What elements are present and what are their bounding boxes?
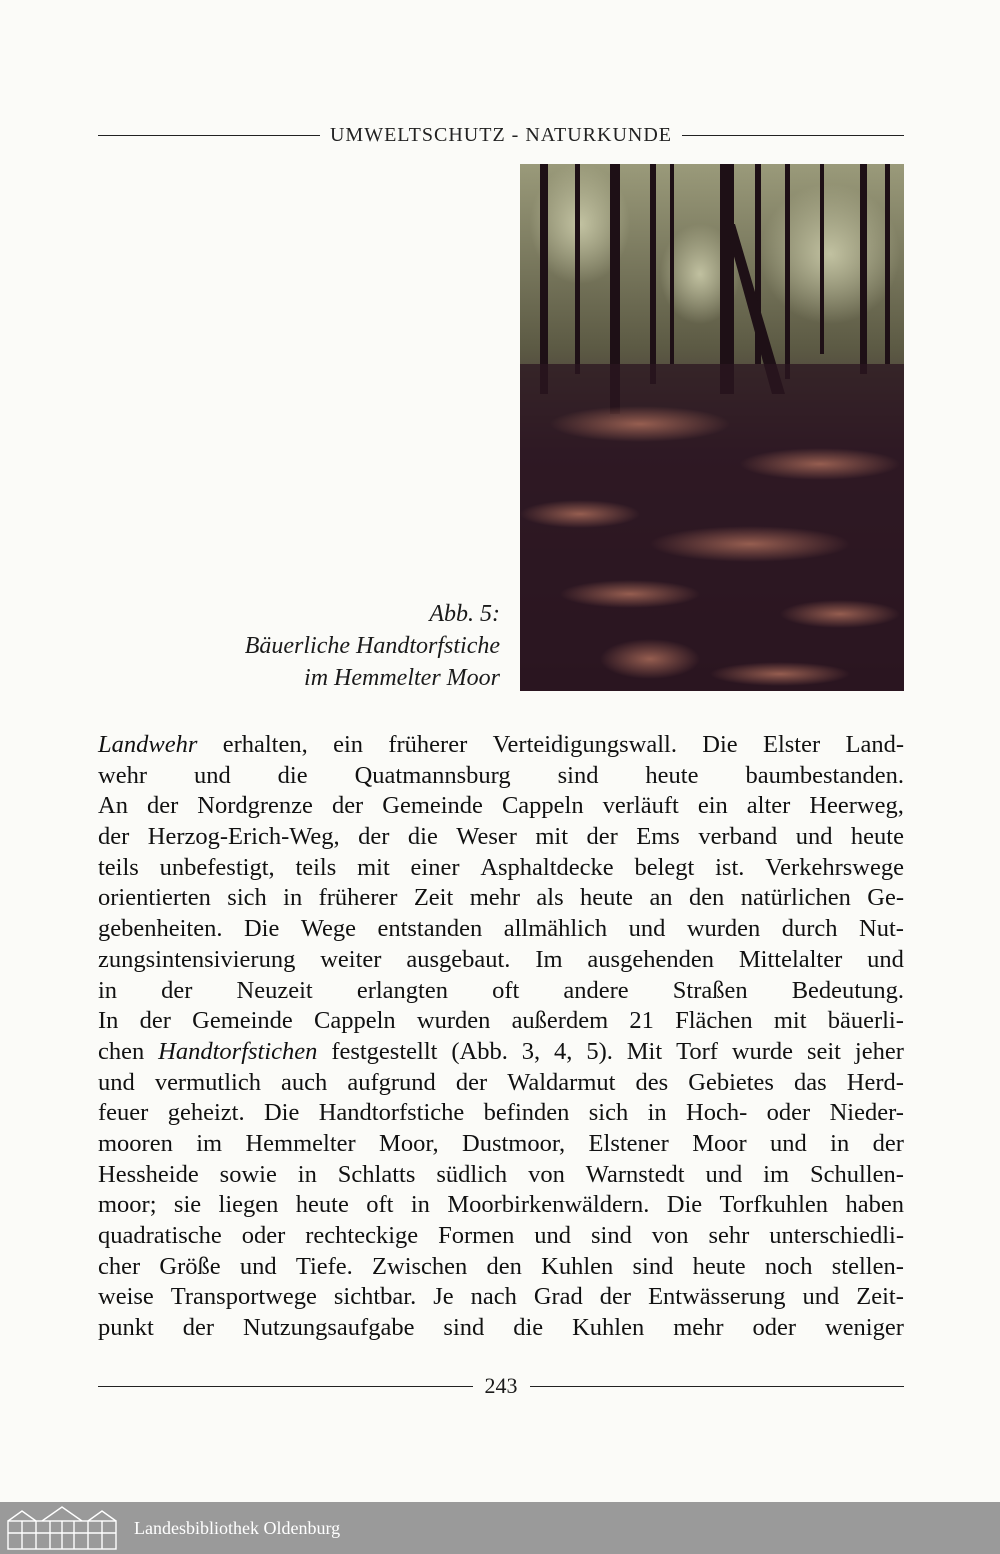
word: der: [586, 823, 618, 851]
word: Gemeinde: [192, 1007, 293, 1035]
word: Größe: [159, 1252, 221, 1280]
text-line: [98, 1221, 904, 1252]
word: und: [867, 945, 904, 973]
word: mehr: [673, 1314, 724, 1342]
text-line: [98, 1190, 904, 1221]
word: mit: [357, 853, 390, 881]
text-line: [98, 883, 904, 914]
word: heute: [645, 761, 699, 789]
word: Warnstedt: [585, 1160, 685, 1188]
text-line: [98, 914, 904, 945]
text-line: [98, 1282, 904, 1313]
word: quadratische: [98, 1222, 222, 1249]
word: Entwässerung: [648, 1283, 786, 1311]
word: teils: [98, 853, 139, 881]
word: Je: [433, 1283, 454, 1311]
word: Wege: [300, 915, 356, 943]
word: der: [331, 792, 364, 820]
word: 5).: [586, 1037, 613, 1065]
word: punkt: [98, 1314, 154, 1342]
word: Torfkuhlen: [719, 1191, 829, 1219]
word: sind: [591, 1222, 632, 1249]
word: Die: [243, 915, 280, 943]
word: wehr: [98, 761, 147, 789]
word: feuer: [98, 1099, 149, 1127]
word: Asphaltdecke: [480, 853, 614, 881]
body-text: [98, 730, 904, 1344]
word: Cappeln: [501, 792, 584, 820]
word: geheizt.: [167, 1099, 245, 1127]
word: andere: [563, 976, 629, 1004]
running-header: [98, 120, 904, 150]
word: Zeit-: [856, 1283, 904, 1311]
word: ausgebaut.: [406, 945, 511, 973]
word: der: [139, 1007, 171, 1035]
word: in: [283, 884, 303, 912]
word: Handtorfstichen: [158, 1037, 318, 1065]
word: weise: [98, 1283, 154, 1311]
word: mehr: [469, 884, 521, 912]
word: und: [239, 1252, 277, 1280]
word: der: [98, 823, 130, 851]
figure-caption: [180, 598, 500, 694]
word: der: [599, 1283, 632, 1311]
word: stellen-: [831, 1252, 904, 1280]
word: sind: [443, 1314, 485, 1342]
word: entstanden: [377, 915, 483, 943]
word: Waldarmut: [507, 1068, 616, 1096]
text-line: [98, 1037, 904, 1068]
word: Handtorfstiche: [318, 1099, 465, 1127]
header-rule-right: [682, 135, 904, 136]
word: Nutzungsaufgabe: [243, 1314, 415, 1342]
word: das: [794, 1068, 827, 1096]
word: Verkehrswege: [765, 853, 904, 881]
word: Mittelalter: [738, 945, 843, 973]
footer-rule-right: [530, 1386, 905, 1387]
word: wurde: [731, 1037, 794, 1065]
word: durch: [781, 915, 838, 943]
word: außerdem: [511, 1007, 609, 1035]
word: sowie: [219, 1160, 277, 1188]
word: moor;: [98, 1191, 157, 1219]
word: Hoch-: [686, 1099, 748, 1127]
word: südlich: [436, 1160, 508, 1188]
word: sich: [588, 1099, 629, 1127]
caption-title-line1: Bäuerliche Handtorfstiche: [244, 633, 500, 659]
word: der: [146, 792, 179, 820]
word: und: [534, 1222, 572, 1249]
word: 3,: [521, 1037, 541, 1065]
word: ein: [697, 792, 728, 820]
word: oder: [766, 1099, 811, 1127]
word: Hemmelter: [245, 1129, 356, 1157]
word: Torf: [676, 1037, 718, 1065]
word: natürlichen: [740, 884, 851, 912]
word: und: [795, 823, 833, 851]
word: in: [830, 1129, 850, 1157]
word: Moor: [692, 1129, 747, 1157]
word: nach: [470, 1283, 517, 1311]
word: sich: [227, 884, 267, 912]
word: erhalten,: [222, 731, 308, 758]
word: die: [277, 761, 308, 789]
word: Verteidigungswall.: [492, 731, 677, 758]
word: Quatmannsburg: [354, 761, 511, 789]
word: unbefestigt,: [159, 853, 275, 881]
word: als: [536, 884, 564, 912]
word: unterschiedli-: [769, 1222, 904, 1249]
word: Die: [666, 1191, 703, 1219]
text-line: [98, 730, 904, 761]
word: Elster: [763, 731, 821, 758]
word: die: [407, 823, 438, 851]
word: und: [193, 761, 231, 789]
library-name: Landesbibliothek Oldenburg: [134, 1517, 341, 1538]
word: die: [513, 1314, 544, 1342]
text-line: [98, 976, 904, 1007]
word: und: [770, 1129, 807, 1157]
word: seit: [806, 1037, 841, 1065]
word: cher: [98, 1252, 141, 1280]
page-number: 243: [484, 1373, 518, 1398]
forest-photo-image: [520, 164, 904, 691]
word: Cappeln: [314, 1007, 396, 1035]
word: ausgehenden: [587, 945, 714, 973]
word: Moor,: [379, 1129, 439, 1157]
word: Zwischen: [372, 1252, 468, 1280]
word: heute: [295, 1191, 349, 1219]
text-line: [98, 761, 904, 792]
text-line: [98, 853, 904, 884]
word: vermutlich: [154, 1068, 261, 1096]
word: Nut-: [859, 915, 904, 943]
word: sehr: [708, 1222, 750, 1249]
word: Grad: [533, 1283, 583, 1311]
word: Gebietes: [688, 1068, 774, 1096]
word: der: [455, 1068, 488, 1096]
word: und: [705, 1160, 743, 1188]
word: in: [410, 1191, 430, 1219]
word: zungsintensivierung: [98, 945, 296, 973]
text-line: [98, 1068, 904, 1099]
forest-photo: [520, 164, 904, 691]
word: ist.: [715, 853, 745, 881]
word: früherer: [388, 731, 468, 758]
word: (Abb.: [451, 1037, 508, 1065]
word: weniger: [824, 1314, 904, 1342]
word: Kuhlen: [541, 1252, 614, 1280]
word: Im: [535, 945, 563, 973]
word: gebenheiten.: [98, 915, 223, 943]
word: Die: [702, 731, 738, 758]
word: Neuzeit: [236, 976, 313, 1004]
word: früherer: [318, 884, 398, 912]
word: und: [98, 1068, 135, 1096]
word: teils: [295, 853, 337, 881]
word: orientierten: [98, 884, 211, 912]
word: Landwehr: [98, 731, 198, 758]
word: heute: [850, 823, 904, 851]
word: im: [763, 1160, 790, 1188]
word: baumbestanden.: [745, 761, 904, 789]
word: Land-: [845, 731, 904, 758]
page-footer: [98, 1370, 904, 1402]
word: oft: [492, 976, 520, 1004]
word: Ge-: [867, 884, 904, 912]
word: allmählich: [503, 915, 608, 943]
word: noch: [764, 1252, 813, 1280]
word: rechteckige: [305, 1222, 419, 1249]
word: Kuhlen: [572, 1314, 645, 1342]
word: mit: [773, 1007, 807, 1035]
word: von: [528, 1160, 565, 1188]
header-rule-left: [98, 135, 320, 136]
word: oder: [752, 1314, 797, 1342]
word: jeher: [854, 1037, 904, 1065]
text-line: [98, 1313, 904, 1344]
library-banner: [0, 1502, 1000, 1554]
word: Tiefe.: [295, 1252, 353, 1280]
word: ein: [333, 731, 364, 758]
word: Weser: [456, 823, 517, 851]
word: Schullen-: [809, 1160, 904, 1188]
word: verband: [698, 823, 778, 851]
word: in: [647, 1099, 667, 1127]
word: einer: [410, 853, 460, 881]
word: Hessheide: [98, 1160, 199, 1188]
word: heute: [580, 884, 634, 912]
word: Straßen: [672, 976, 748, 1004]
word: auch: [281, 1068, 328, 1096]
word: und: [802, 1283, 840, 1311]
word: Mit: [626, 1037, 663, 1065]
text-line: [98, 1160, 904, 1191]
word: und: [628, 915, 666, 943]
word: Ems: [636, 823, 680, 851]
word: der: [872, 1129, 904, 1157]
word: den: [486, 1252, 522, 1280]
word: an: [649, 884, 673, 912]
word: den: [688, 884, 725, 912]
caption-label: Abb. 5:: [429, 601, 500, 627]
word: haben: [845, 1191, 904, 1219]
text-line: [98, 945, 904, 976]
library-building-icon: [2, 1503, 122, 1553]
word: alter: [746, 792, 791, 820]
word: Bedeutung.: [791, 976, 904, 1004]
word: Formen: [438, 1222, 515, 1249]
word: von: [651, 1222, 689, 1249]
word: 4,: [554, 1037, 573, 1065]
word: Transportwege: [170, 1283, 317, 1311]
word: aufgrund: [347, 1068, 436, 1096]
word: Nordgrenze: [197, 792, 313, 820]
word: in: [297, 1160, 317, 1188]
word: heute: [692, 1252, 746, 1280]
word: wurden: [686, 915, 761, 943]
word: Nieder-: [829, 1099, 904, 1127]
word: Dustmoor,: [462, 1129, 566, 1157]
word: Herzog-Erich-Weg,: [147, 823, 340, 851]
word: befinden: [483, 1099, 570, 1127]
word: liegen: [218, 1191, 279, 1219]
word: sichtbar.: [333, 1283, 417, 1311]
word: Zeit: [413, 884, 454, 912]
text-line: [98, 1129, 904, 1160]
word: bäuerli-: [827, 1007, 904, 1035]
word: oder: [241, 1222, 286, 1249]
word: mit: [535, 823, 569, 851]
footer-rule-left: [98, 1386, 473, 1387]
word: Die: [263, 1099, 300, 1127]
word: verläuft: [602, 792, 679, 820]
word: sie: [173, 1191, 202, 1219]
word: In: [98, 1007, 119, 1035]
word: mooren: [98, 1129, 173, 1157]
word: der: [358, 823, 390, 851]
text-line: [98, 1098, 904, 1129]
word: der: [161, 976, 193, 1004]
word: des: [635, 1068, 669, 1096]
word: sind: [632, 1252, 674, 1280]
text-line: [98, 1252, 904, 1283]
word: Herd-: [846, 1068, 904, 1096]
word: chen: [98, 1037, 145, 1065]
header-title: UMWELTSCHUTZ - NATURKUNDE: [329, 123, 673, 146]
word: sind: [557, 761, 599, 789]
word: Gemeinde: [382, 792, 483, 820]
word: erlangten: [356, 976, 448, 1004]
word: festgestellt: [331, 1037, 438, 1065]
word: im: [196, 1129, 223, 1157]
word: Moorbirkenwäldern.: [447, 1191, 650, 1219]
word: Flächen: [675, 1007, 753, 1035]
word: oft: [366, 1191, 394, 1219]
word: Heerweg,: [809, 792, 904, 820]
text-line: [98, 791, 904, 822]
word: weiter: [320, 945, 382, 973]
text-line: [98, 1006, 904, 1037]
word: wurden: [416, 1007, 491, 1035]
word: 21: [629, 1007, 654, 1035]
word: Schlatts: [337, 1160, 416, 1188]
word: der: [182, 1314, 215, 1342]
caption-title-line2: im Hemmelter Moor: [304, 665, 500, 691]
word: belegt: [634, 853, 695, 881]
word: in: [98, 976, 118, 1004]
word: An: [98, 792, 128, 820]
word: Elstener: [588, 1129, 669, 1157]
text-line: [98, 822, 904, 853]
